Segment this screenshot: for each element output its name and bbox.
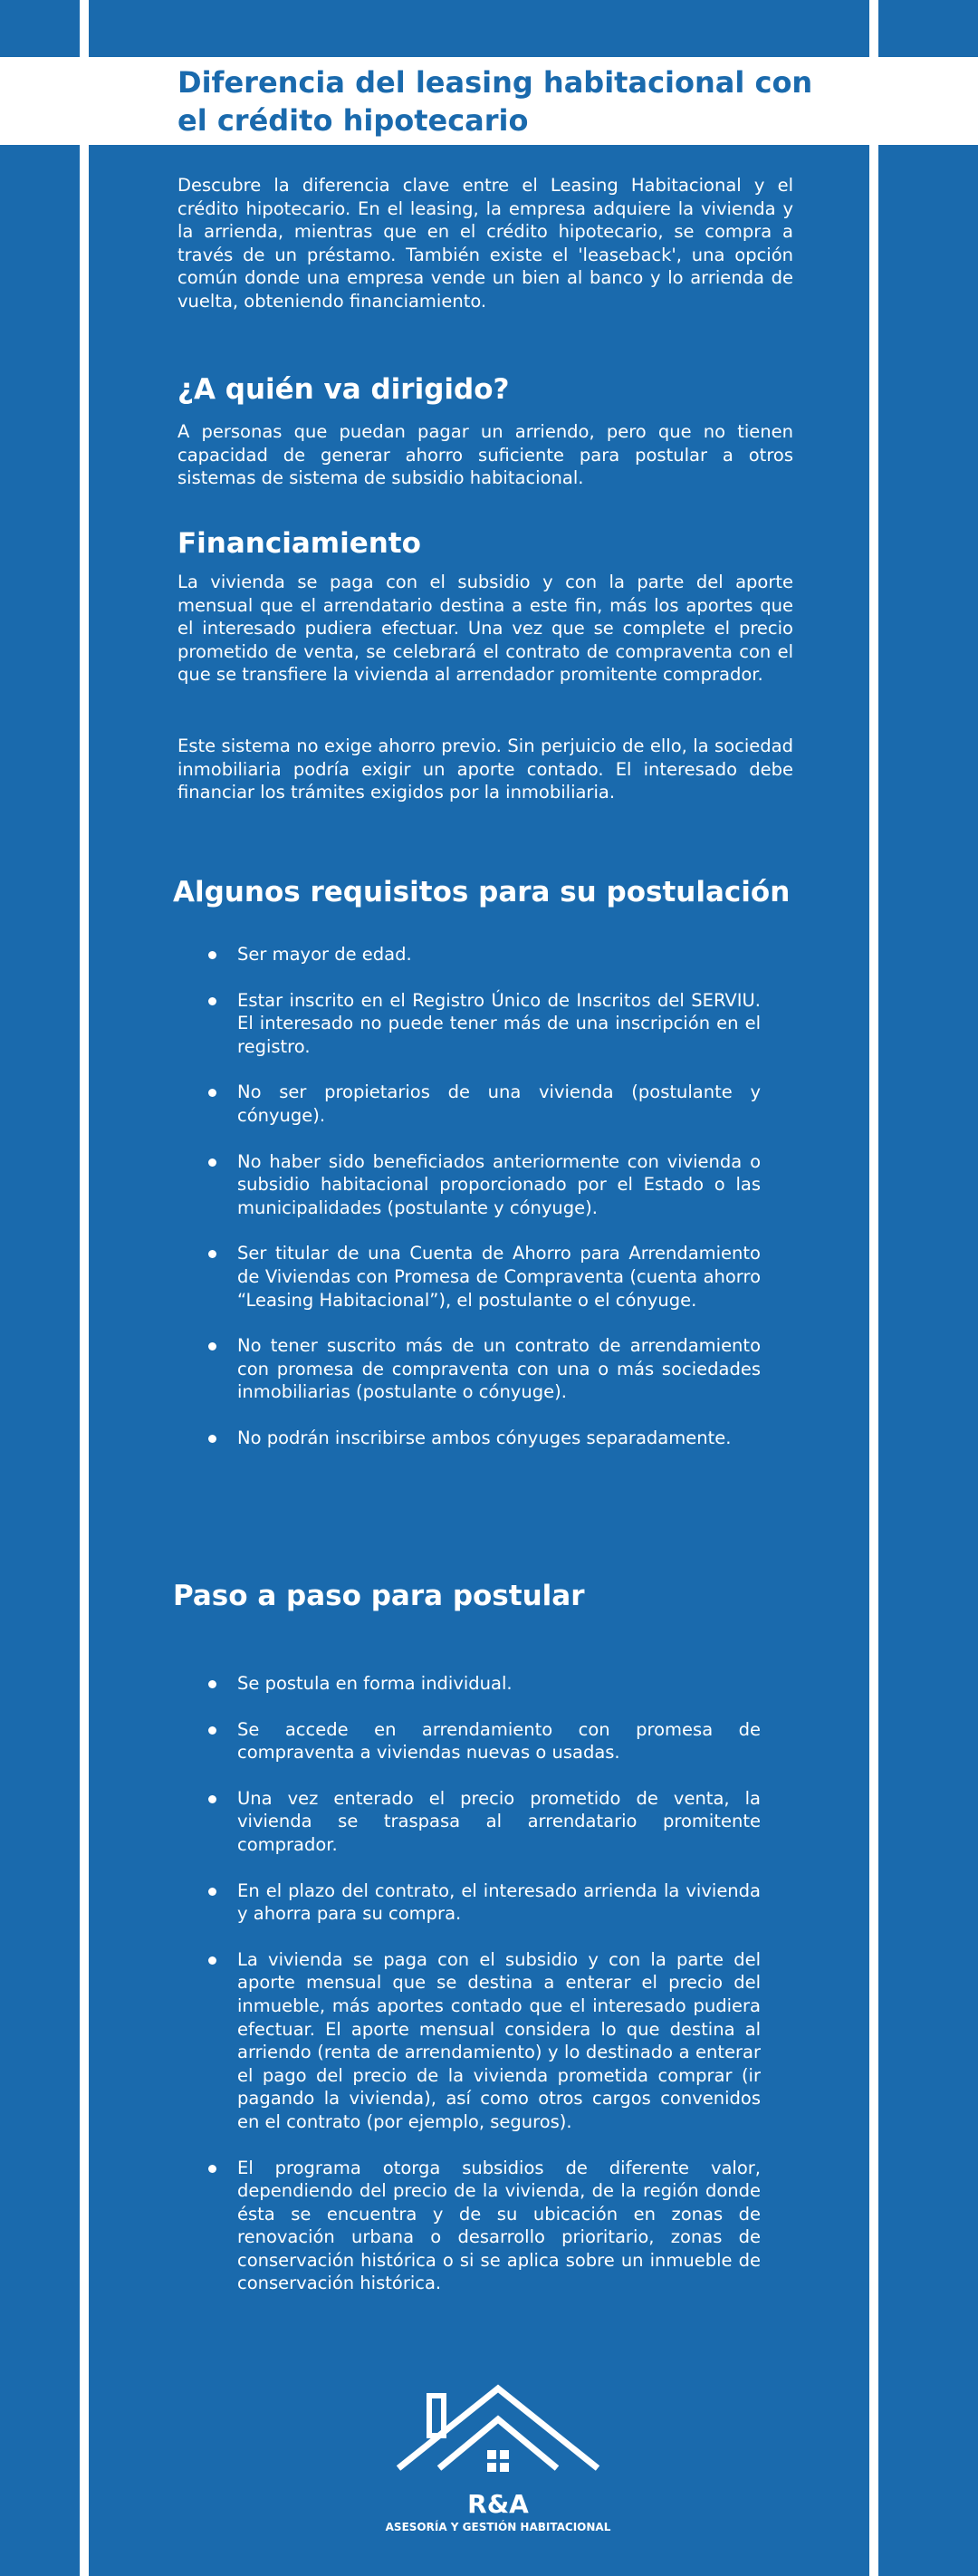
list-item-text: Estar inscrito en el Registro Único de Inscritos del SERVIU. El interesado no puede tener más de una inscripción en el registro. (237, 989, 761, 1057)
bullet-icon (208, 1888, 216, 1896)
requirements-list (208, 943, 761, 1473)
bullet-icon (208, 951, 216, 959)
list-item-text: Ser mayor de edad. (237, 944, 412, 965)
page-title: Diferencia del leasing habitacional con el crédito hipotecario (177, 65, 813, 138)
financing-paragraph-2: Este sistema no exige ahorro previo. Sin perjuicio de ello, la sociedad inmobiliaria podría exigir un aporte contado. El interesado debe financiar los trámites exigidos por la inmobiliaria. (177, 735, 793, 803)
list-item (208, 1150, 761, 1220)
list-item (208, 1242, 761, 1312)
list-item (208, 2157, 761, 2296)
financing-heading: Financiamiento (177, 527, 421, 560)
list-item (208, 1948, 761, 2134)
steps-heading: Paso a paso para postular (173, 1580, 585, 1612)
list-item-text: No haber sido beneficiados anteriormente con vivienda o subsidio habitacional proporcionado por el Estado o las municipalidades (postulante y cónyuge). (237, 1150, 761, 1218)
steps-list (208, 1672, 761, 2318)
logo-name: R&A (467, 2489, 529, 2519)
bullet-icon (208, 2165, 216, 2173)
list-item (208, 1672, 761, 1696)
requirements-heading: Algunos requisitos para su postulación (173, 876, 791, 908)
bullet-icon (208, 1956, 216, 1965)
logo-tagline: ASESORÍA Y GESTIÓN HABITACIONAL (385, 2521, 611, 2533)
list-item-text: No ser propietarios de una vivienda (postulante y cónyuge). (237, 1081, 761, 1126)
financing-paragraph-1: La vivienda se paga con el subsidio y con la parte del aporte mensual que el arrendatario destina a este fin, más los aportes que el interesado pudiera efectuar. Una vez que se complete el precio prometido de venta, se celebrará el contrato de compraventa con el que se transfiere la vivienda al arrendador promitente comprador. (177, 572, 793, 686)
list-item (208, 989, 761, 1059)
audience-heading: ¿A quién va dirigido? (177, 373, 510, 406)
list-item-text: Una vez enterado el precio prometido de venta, la vivienda se traspasa al arrendatario promitente comprador. (237, 1787, 761, 1855)
bullet-icon (208, 1795, 216, 1803)
bullet-icon (208, 997, 216, 1005)
list-item (208, 943, 761, 966)
bullet-icon (208, 1435, 216, 1443)
right-border-stripe-outer (869, 0, 878, 2576)
list-item (208, 1427, 761, 1450)
list-item (208, 1081, 761, 1127)
list-item (208, 1787, 761, 1857)
intro-paragraph: Descubre la diferencia clave entre el Leasing Habitacional y el crédito hipotecario. En el leasing, la empresa adquiere la vivienda y la arrienda, mientras que en el crédito hipotecario, se compra a través de un préstamo. También existe el 'leaseback', una opción común donde una empresa vende un bien al banco y lo arrienda de vuelta, obteniendo financiamiento. (177, 175, 793, 312)
list-item (208, 1718, 761, 1764)
list-item-text: En el plazo del contrato, el interesado arrienda la vivienda y ahorra para su compra. (237, 1879, 761, 1925)
bullet-icon (208, 1342, 216, 1350)
list-item-text: El programa otorga subsidios de diferente valor, dependiendo del precio de la vivienda, de la región donde ésta se encuentra y de su ubicación en zonas de renovación urbana o desarrollo prioritario, zonas de conservación histórica o si se aplica sobre un inmueble de conservación histórica. (237, 2157, 761, 2294)
list-item-text: La vivienda se paga con el subsidio y con la parte del aporte mensual que se destina a enterar el precio del inmueble, más aportes contado que el interesado pudiera efectuar. El aporte mensual considera lo que destina al arriendo (renta de arrendamiento) y lo destinado a enterar el pago del precio de la vivienda prometida comprar (ir pagando la vivienda), así como otros cargos convenidos en el contrato (por ejemplo, seguros). (237, 1948, 761, 2132)
bullet-icon (208, 1680, 216, 1688)
list-item-text: Se postula en forma individual. (237, 1673, 513, 1694)
bullet-icon (208, 1250, 216, 1258)
list-item-text: No podrán inscribirse ambos cónyuges separadamente. (237, 1427, 732, 1448)
left-border-stripe-outer (80, 0, 89, 2576)
bullet-icon (208, 1089, 216, 1097)
bullet-icon (208, 1158, 216, 1167)
list-item-text: Se accede en arrendamiento con promesa de compraventa a viviendas nuevas o usadas. (237, 1718, 761, 1764)
bullet-icon (208, 1726, 216, 1735)
list-item-text: No tener suscrito más de un contrato de arrendamiento con promesa de compraventa con una o más sociedades inmobiliarias (postulante o cónyuge). (237, 1335, 761, 1403)
audience-paragraph: A personas que puedan pagar un arriendo, pero que no tienen capacidad de generar ahorro suficiente para postular a otros sistemas de sistema de subsidio habitacional. (177, 421, 793, 489)
list-item (208, 1879, 761, 1926)
list-item-text: Ser titular de una Cuenta de Ahorro para Arrendamiento de Viviendas con Promesa de Compraventa (cuenta ahorro “Leasing Habitacional”), el postulante o el cónyuge. (237, 1243, 761, 1311)
list-item (208, 1334, 761, 1404)
